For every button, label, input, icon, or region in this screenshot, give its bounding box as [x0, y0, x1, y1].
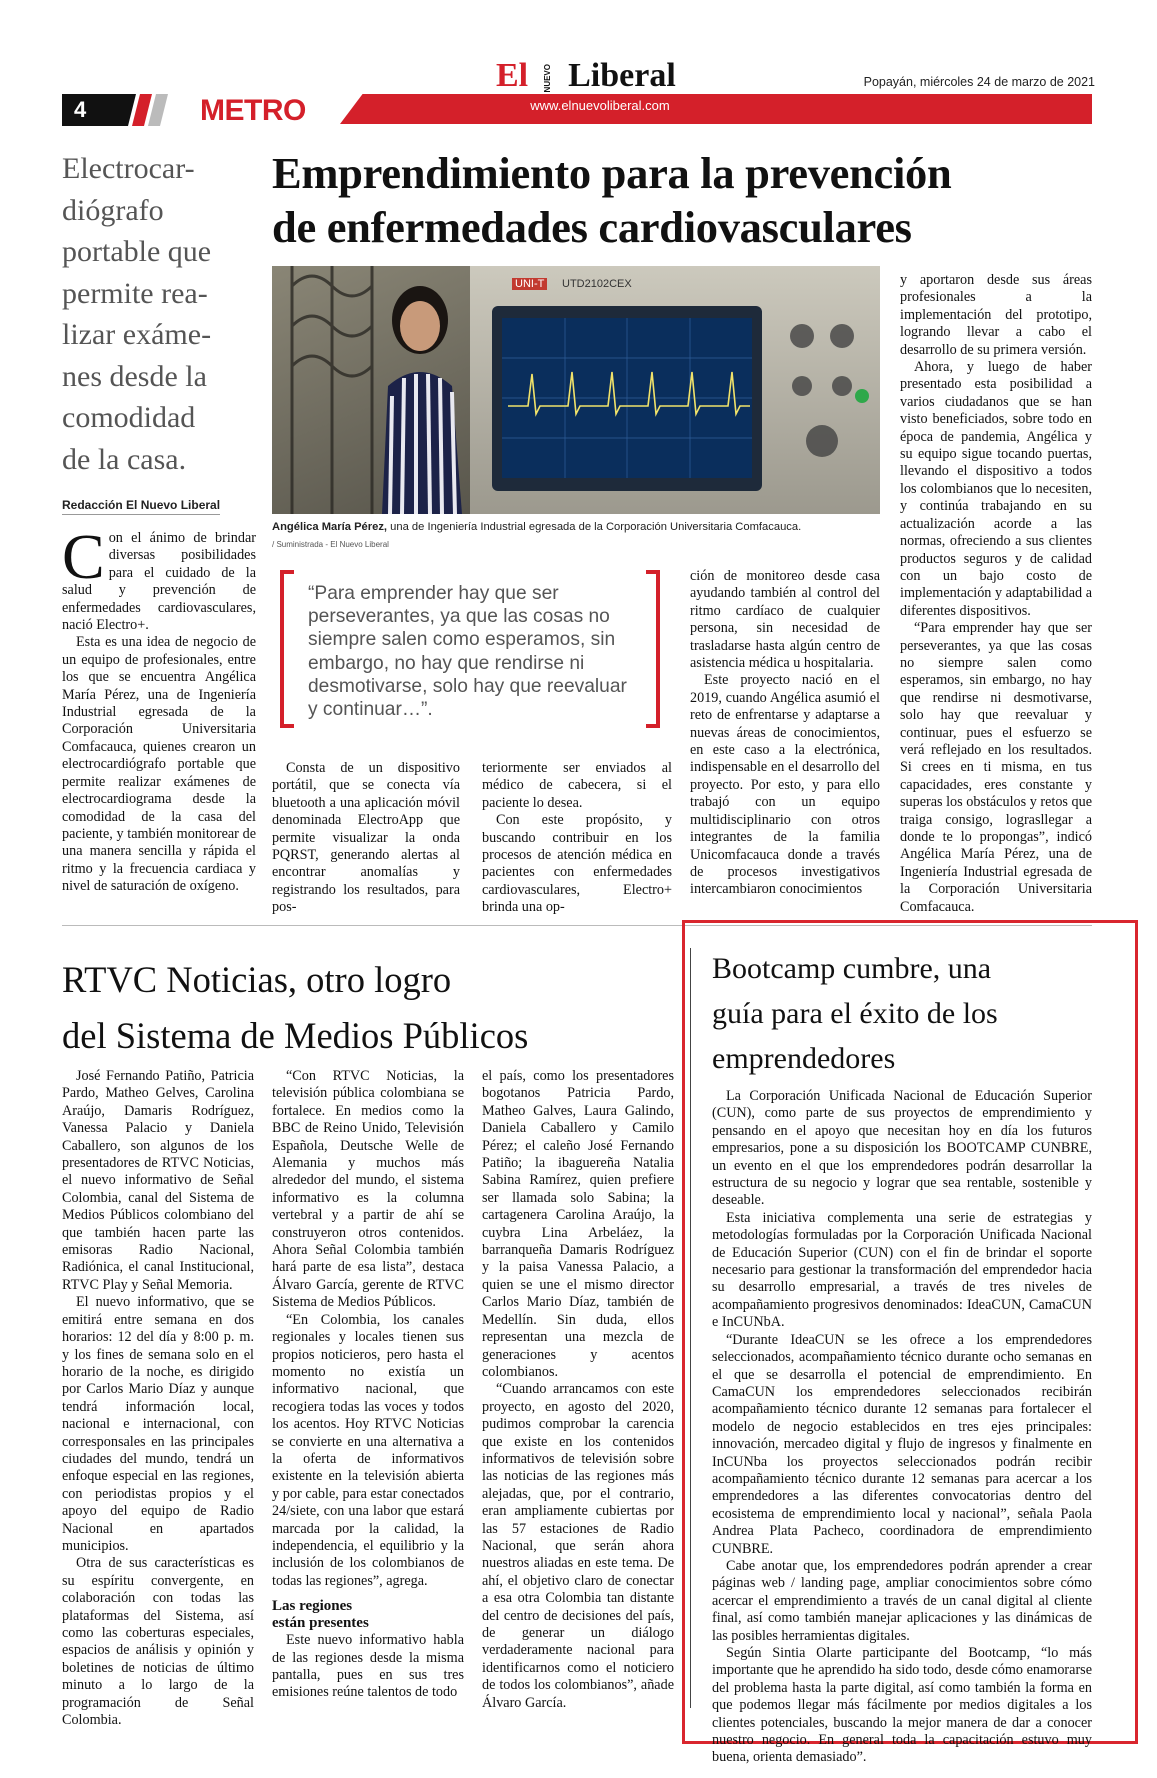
article3-title-line2: guía para el éxito de los	[712, 997, 998, 1030]
article1-col4-p2: Este proyecto nació en el 2019, cuando Angélica asumió el reto de enfrentarse y adaptarse a nuevas áreas de conocimientos, en este caso a la electrónica, indispensable en el desarrollo del proyecto. Por esto, y para ello trabajó con un equipo multidisciplinario con otros integrantes de la familia Unicomfacauca donde a través de procesos investigativos intercambiaron conocimientos	[690, 672, 880, 898]
scope-model-label: UTD2102CEX	[562, 278, 632, 290]
article3-p2: Esta iniciativa complementa una serie de estrategias y metodologías formuladas por la Corporación Unificada Nacional de Educación Superior (CUN) con el fin de brindar el soporte necesario para gestionar la transformación del emprendedor hacia su desarrollo empresarial, a través de tres niveles de acompañamiento progresivos denominados: IdeaCUN, CamaCUN e InCUNbA.	[712, 1209, 1092, 1331]
subhead-line1: Las regiones	[272, 1598, 353, 1615]
article2-col2-p1: “Con RTVC Noticias, la televisión pública colombiana se fortalece. En medios como la BBC de Reino Unido, Televisión Española, Deutsche Welle de Alemania y muchos más alrededor del mundo, el sistema informativo es la columna vertebral y a partir de ahí se construyeron otros contenidos. Ahora Señal Colombia también hará parte de esa lista”, destaca Álvaro García, gerente de RTVC Sistema de Medios Públicos.	[272, 1068, 464, 1311]
article3-p4: Cabe anotar que, los emprendedores podrán aprender a crear páginas web / landing page, ampliar conocimientos sobre cómo acercar el emprendimiento a través de un canal digital al cliente final, así como también manejar aplicaciones y las dinámicas de las posibles herramientas digitales.	[712, 1557, 1092, 1644]
article2-column3	[482, 1068, 674, 1712]
pullquote-bracket-left	[280, 570, 294, 728]
article1-col1-p2: Esta es una idea de negocio de un equipo de profesionales, entre los que se encuentra Angélica María Pérez, una de Ingeniería Industrial egresada de la Corporación Universitaria Comfacauca, quienes crearon un electrocardiógrafo portable que permite realizar exámenes de electrocardiograma desde la comodidad de la casa del paciente, y también monitorear de una manera sencilla y rápida el ritmo y la frecuencia cardiaca y nivel de saturación de oxígeno.	[62, 634, 256, 895]
pullquote-text: “Para emprender hay que ser perseverantes, ya que las cosas no siempre salen como esperamos, sin embargo, no hay que rendirse ni desmotivarse, solo hay que reevaluar y continuar…”.	[308, 583, 627, 721]
article1-col3-p2: Con este propósito, y buscando contribuir en los procesos de atención médica en pacientes con enfermedades cardiovasculares, Electro+ brinda una op-	[482, 812, 672, 916]
article2-title	[62, 952, 702, 1064]
edition-date: Popayán, miércoles 24 de marzo de 2021	[863, 75, 1095, 89]
page-number: 4	[62, 94, 122, 126]
photo-illustration	[272, 266, 880, 514]
article1-col5-p1: y aportaron desde sus áreas profesionales a la implementación del prototipo, logrando llevar a cabo el desarrollo de su primera versión.	[900, 272, 1092, 358]
article1-photo-caption	[272, 520, 892, 534]
article2-col1-p3: Otra de sus características es su espíritu convergente, en colaboración con todas las plataformas del Sistema, así como las coberturas especiales, espacios de análisis y opinión y boletines de noticias de último minuto a lo largo de la programación de Señal Colombia.	[62, 1555, 254, 1729]
header-slant-decoration	[122, 94, 170, 126]
article1-col5-p3: “Para emprender hay que ser perseverantes, ya que las cosas no siempre salen como esperamos, sin embargo, no hay que rendirse ni desmotivarse, solo hay que reevaluar y continuar, pues el esfuerzo se verá reflejado en los resultados. Si crees en ti misma, en tus capacidades, eres constante y superas los obstáculos y retos que traiga consigo, lograsllegar a donde te lo propongas”, indicó Angélica María Pérez, una de Ingeniería Industrial egresada de la Corporación Universitaria Comfacauca.	[900, 620, 1092, 915]
article2-title-line2: del Sistema de Medios Públicos	[62, 1015, 529, 1056]
article3-title-line3: emprendedores	[712, 1042, 896, 1075]
article1-column5	[900, 272, 1092, 916]
pullquote-bracket-right	[646, 570, 660, 728]
article2-col1-p2: El nuevo informativo, que se emitirá entre semana en dos horarios: 12 del día y 8:00 p. m. y los fines de semana solo en el horario de la noche, es dirigido por Carlos Mario Díaz y aunque tendrá información local, nacional e internacional, con corresponsales en las principales ciudades del mundo, tendrá un enfoque especial en las regiones, con periodistas propios y el apoyo del equipo de Radio Nacional en apartados municipios.	[62, 1294, 254, 1554]
article3-title	[712, 946, 1112, 1081]
article2-column1	[62, 1068, 254, 1729]
article1-column3	[482, 760, 672, 917]
article1-col5-p2: Ahora, y luego de haber presentado esta posibilidad a varios ciudadanos que se han visto beneficiados, sobre todo en época de pandemia, Angélica y su equipo sigue tocando puertas, llevando el dispositivo a todos los colombianos que lo necesiten, y continúa trabajando en su actualización acorde a las normas, ofreciendo a sus clientes productos seguros y de calidad con un bajo costo de implementación y adaptabilidad a diferentes dispositivos.	[900, 359, 1092, 619]
article1-column1	[62, 521, 256, 896]
header-red-bar	[340, 94, 1092, 124]
newspaper-logo	[496, 58, 676, 94]
article1-title-line1: Emprendimiento para la prevención	[272, 148, 952, 198]
article3-p1: La Corporación Unificada Nacional de Educación Superior (CUN), como parte de sus proyectos de emprendimiento y pensando en el apoyo que necesitan hoy en día los futuros empresarios, pone a su disposición los BOOTCAMP CUNBRE, un evento en el que los emprendedores podrán desarrollar la estructura de su negocio y lograr que sea rentable, sostenible y deseable.	[712, 1088, 1092, 1209]
caption-name: Angélica María Pérez,	[272, 521, 388, 533]
article1-deck: Electrocar- diógrafo portable que permite rea- lizar exáme- nes desde la comodidad de la casa.	[62, 152, 212, 476]
article1-col2-p1: Consta de un dispositivo portátil, que se conecta vía bluetooth a una aplicación móvil denominada ElectroApp que permite visualizar la onda PQRST, generando alertas al encontrar anomalías y registrando los resultados, para pos-	[272, 760, 460, 916]
article2-col2-p3: Este nuevo informativo habla de las regiones desde la misma pantalla, pues en sus tres emisiones reúne talentos de todo	[272, 1632, 464, 1701]
article1-byline: Redacción El Nuevo Liberal	[62, 498, 220, 515]
article3-body	[712, 1088, 1092, 1767]
logo-nuevo: NUEVO	[543, 63, 553, 93]
article2-col1-p1: José Fernando Patiño, Patricia Pardo, Matheo Gelves, Carolina Araújo, Damaris Rodríguez, Vanessa Palacio y Daniela Caballero, son algunos de los presentadores de RTVC Noticias, el nuevo informativo de Señal Colombia, canal del Sistema de Medios Públicos colombiano del que también hacen parte las emisoras Radio Nacional, Radiónica, el canal Institucional, RTVC Play y Señal Memoria.	[62, 1068, 254, 1293]
caption-text: una de Ingeniería Industrial egresada de la Corporación Universitaria Comfacauca.	[387, 521, 802, 533]
section-title: METRO	[200, 94, 306, 127]
article1-col1-p1: on el ánimo de brindar diversas posibilidades para el cuidado de la salud y prevención de enfermedades cardiovasculares, nació Electro+.	[62, 530, 256, 634]
article3-p5: Según Sintia Olarte participante del Bootcamp, “lo más importante que he aprendido ha sido todo, desde cómo enamorarse del problema hasta la parte digital, así como también la forma en que podemos llegar más fácilmente por medios digitales a los clientes potenciales, buscando la mejor manera de dar a conocer nuestro negocio. En general toda la capacitación estuvo muy buena, orienta demasiado”.	[712, 1645, 1092, 1766]
article3-p3: “Durante IdeaCUN se les ofrece a los emprendedores seleccionados, acompañamiento técnico durante ocho semanas en el que se desarrolla el potencial de emprendimiento. En CamaCUN los emprendedores seleccionados recibirán acompañamiento técnico durante 12 semanas para fortalecer el modelo de negocio establecidos en tres ejes principales: innovación, mercadeo digital y flujo de ingresos y finalmente en InCUNba los proyectos seleccionados podrán recibir acompañamiento técnico durante 12 semanas para acercar a los emprendedores a las diferentes convocatorias dentro del ecosistema de emprendimiento local y nacional”, señala Paola Andrea Plata Pacheco, coordinadora de emprendimiento CUNBRE.	[712, 1331, 1092, 1557]
scope-brand-label: UNI-T	[512, 278, 547, 290]
article1-title	[272, 146, 1092, 254]
article1-col3-p1: teriormente ser enviados al médico de cabecera, si el paciente lo desea.	[482, 760, 672, 811]
article1-title-line2: de enfermedades cardiovasculares	[272, 202, 912, 252]
article1-column2	[272, 760, 460, 917]
article1-photo-credit: / Suministrada - El Nuevo Liberal	[272, 540, 389, 549]
article3-title-line1: Bootcamp cumbre, una	[712, 952, 992, 985]
logo-el: El	[496, 57, 529, 94]
pullquote-box	[280, 570, 660, 730]
article1-photo	[272, 266, 880, 514]
subhead-line2: están presentes	[272, 1615, 369, 1632]
article2-col2-p2: “En Colombia, los canales regionales y locales tienen sus propios noticieros, pero hasta el momento no existía un informativo nacional, que recogiera todas las voces y todos los acentos. Hoy RTVC Noticias se convierte en una alternativa a la oferta de informativos existente en la televisión abierta y por cable, para estar conectados 24/siete, con una labor que estará marcada por la calidad, la independencia, el equilibrio y la inclusión de los colombianos de todas las regiones”, agrega.	[272, 1311, 464, 1589]
article2-column2	[272, 1068, 464, 1702]
article2-col3-p1: el país, como los presentadores bogotanos Patricia Pardo, Matheo Galves, Laura Galindo, Daniela Caballero y Camilo Pérez; el caleño José Fernando Patiño; la ibaguereña Natalia Sabina Ramírez, quien prefiere ser llamada solo Sabina; la cartagenera Carolina Araújo, la cuybra Lina Arbeláez, la barranqueña Damaris Rodríguez y la paisa Vanessa Palacio, a quien se une el mismo director Carlos Mario Díaz, también de Medellín. Sin duda, ellos representan una mezcla de generaciones y acentos colombianos.	[482, 1068, 674, 1380]
article3-left-rule	[690, 948, 691, 1708]
drop-cap: C	[62, 521, 105, 592]
article2-subhead	[272, 1598, 464, 1632]
website-url[interactable]: www.elnuevoliberal.com	[530, 98, 670, 113]
logo-liberal: Liberal	[568, 57, 676, 94]
article2-title-line1: RTVC Noticias, otro logro	[62, 959, 452, 1000]
article1-column4	[690, 568, 880, 899]
article2-col3-p2: “Cuando arrancamos con este proyecto, en agosto del 2020, pudimos comprobar la carencia que existe en los contenidos informativos de televisión sobre las noticias de las regiones más alejadas, que, por el contrario, eran ampliamente cubiertas por las 57 estaciones de Radio Nacional, que serán ahora nuestros aliadas en este tema. De ahí, el objetivo claro de conectar a esa otra Colombia tan distante del centro de decisiones del país, de generar un diálogo verdaderamente nacional para identificarnos como el noticiero de todos los colombianos”, añade Álvaro García.	[482, 1381, 674, 1711]
article1-col4-p1: ción de monitoreo desde casa ayudando también al control del ritmo cardíaco de cualquier persona, sin necesidad de trasladarse hasta algún centro de asistencia médica u hospitalaria.	[690, 568, 880, 672]
